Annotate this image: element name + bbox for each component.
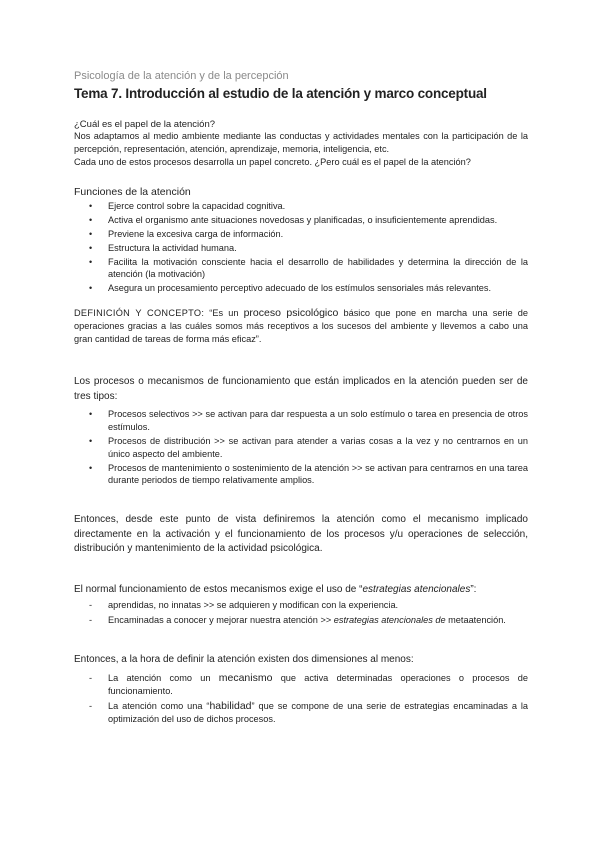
list-item: • Procesos de mantenimiento o sostenimiento de la atención >> se activan para centrarnos en una tarea durante periodos de tiempo relativamente amplios.: [108, 462, 528, 488]
list-item: • Asegura un procesamiento perceptivo adecuado de los estímulos sensoriales más relevantes.: [108, 282, 528, 295]
list-item-text: La atención como un: [108, 673, 219, 684]
estrategias-list: [74, 599, 528, 627]
intro-question: ¿Cuál es el papel de la atención?: [74, 119, 216, 130]
list-item: [108, 672, 528, 698]
course-subject: Psicología de la atención y de la percepción: [74, 70, 289, 82]
list-item: • Estructura la actividad humana.: [108, 242, 528, 255]
list-item-text: La atención como una “: [108, 700, 210, 711]
list-item: • Facilita la motivación consciente hacia el desarrollo de habilidades y determina la dirección de la atención (la motivación): [108, 256, 528, 282]
page-title: Tema 7. Introducción al estudio de la atención y marco conceptual: [74, 86, 487, 101]
procesos-intro: Los procesos o mecanismos de funcionamiento que están implicados en la atención pueden ser de tres tipos:: [74, 376, 528, 402]
list-item: [108, 700, 528, 726]
list-item-text-end: que activa determinadas operaciones o procesos de funcionamiento.: [108, 673, 528, 697]
definition-label: DEFINICIÓN Y CONCEPTO:: [74, 307, 205, 318]
definition-text: “Es un: [204, 307, 244, 318]
list-item-text: Encaminadas a conocer y mejorar nuestra atención >>: [108, 614, 334, 625]
definition-paragraph: [74, 307, 528, 345]
estrategias-text-end: ”:: [470, 583, 477, 595]
definition-highlight: proceso psicológico: [243, 306, 339, 319]
list-item: [108, 614, 528, 627]
list-item-text-end: metaatención.: [445, 614, 506, 625]
funciones-heading: Funciones de la atención: [74, 186, 191, 199]
estrategias-section: [74, 583, 528, 627]
estrategias-emphasis: estrategias atencionales: [362, 583, 471, 595]
list-item-highlight: habilidad: [209, 699, 252, 712]
document-page: [74, 70, 528, 727]
list-item: • Activa el organismo ante situaciones novedosas y planificadas, o insuficientemente aprendidas.: [108, 214, 528, 227]
list-item-highlight: mecanismo: [218, 672, 273, 685]
estrategias-text: El normal funcionamiento de estos mecanismos exige el uso de “: [74, 583, 363, 595]
definition-summary-section: [74, 513, 528, 557]
procesos-section: [74, 375, 528, 487]
dimensiones-list: [74, 672, 528, 725]
dimensiones-intro: Entonces, a la hora de definir la atención existen dos dimensiones al menos:: [74, 653, 414, 665]
funciones-list: [74, 200, 528, 295]
intro-paragraph: Nos adaptamos al medio ambiente mediante las conductas y actividades mentales con la participación de la percepción, representación, atención, aprendizaje, memoria, inteligencia, etc.: [74, 131, 528, 154]
dimensiones-section: [74, 653, 528, 726]
intro-paragraph-2: Cada uno de estos procesos desarrolla un papel concreto. ¿Pero cuál es el papel de la atención?: [74, 156, 471, 167]
summary-paragraph: Entonces, desde este punto de vista definiremos la atención como el mecanismo implicado directamente en la activación y el funcionamiento de los procesos y/u operaciones de selección, distribución y mantenimiento de la actividad psicológica.: [74, 514, 528, 555]
list-item: • Procesos selectivos >> se activan para dar respuesta a un solo estímulo o tarea en presencia de otros estímulos.: [108, 408, 528, 434]
list-item-emphasis: estrategias atencionales de: [333, 614, 446, 625]
procesos-list: [74, 408, 528, 487]
list-item: - aprendidas, no innatas >> se adquieren y modifican con la experiencia.: [108, 599, 528, 612]
estrategias-intro: [74, 583, 528, 598]
definition-text-rest: básico que pone en marcha una serie de operaciones gracias a las cuáles somos más receptivos a los sucesos del ambiente y llevemos a cabo una gran cantidad de tareas de forma más eficaz”.: [74, 307, 528, 344]
list-item: • Previene la excesiva carga de información.: [108, 228, 528, 241]
list-item: • Ejerce control sobre la capacidad cognitiva.: [108, 200, 528, 213]
list-item-text-end: ” que se compone de una serie de estrategias encaminadas a la optimización del uso de dichos procesos.: [108, 700, 528, 724]
list-item: • Procesos de distribución >> se activan para atender a varias cosas a la vez y no centrarnos en un único aspecto del ambiente.: [108, 435, 528, 461]
